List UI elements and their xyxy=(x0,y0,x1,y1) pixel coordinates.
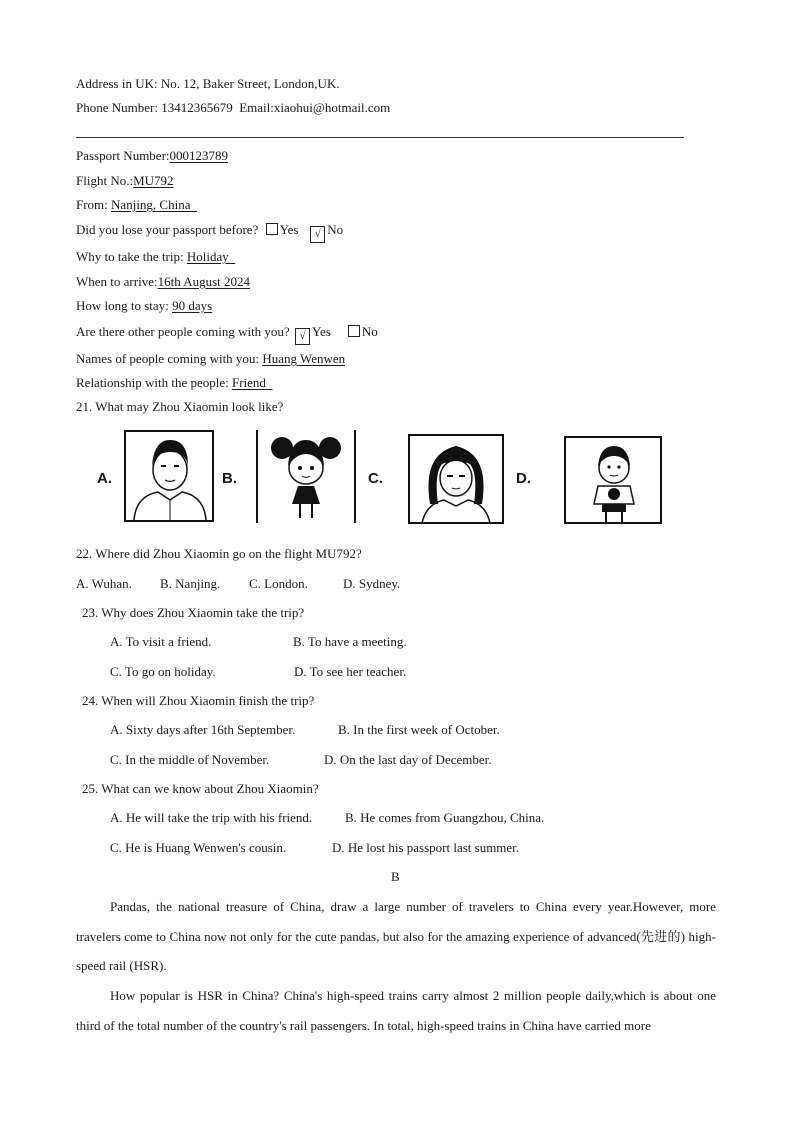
question-24: 24. When will Zhou Xiaomin finish the trip? xyxy=(82,693,315,708)
option-b-picture-girl xyxy=(256,428,356,524)
q23-option-a[interactable]: A. To visit a friend. xyxy=(110,634,212,649)
flight-field: Flight No.:MU792 xyxy=(76,173,174,188)
passage-paragraph-1: Pandas, the national treasure of China, draw a large number of travelers to China every year.However, more travelers come to China now not only for the cute pandas, but also for the amazing experience of advanced(先进的) high-speed rail (HSR). xyxy=(76,899,716,973)
q23-option-d[interactable]: D. To see her teacher. xyxy=(294,664,407,679)
q22-option-a[interactable]: A. Wuhan. xyxy=(76,576,132,591)
q24-option-c[interactable]: C. In the middle of November. xyxy=(110,752,270,767)
q22-option-b[interactable]: B. Nanjing. xyxy=(160,576,221,591)
question-25: 25. What can we know about Zhou Xiaomin? xyxy=(82,781,319,796)
option-c-picture-girl xyxy=(408,434,504,524)
address-line: Address in UK: No. 12, Baker Street, London,UK. xyxy=(76,76,340,91)
passport-field: Passport Number:000123789 xyxy=(76,148,229,163)
arrive-field: When to arrive:16th August 2024 xyxy=(76,274,251,289)
stay-field: How long to stay: 90 days xyxy=(76,298,213,313)
q22-option-d[interactable]: D. Sydney. xyxy=(343,576,401,591)
contact-line: Phone Number: 13412365679 Email:xiaohui@hotmail.com xyxy=(76,100,391,115)
question-22: 22. Where did Zhou Xiaomin go on the flight MU792? xyxy=(76,546,362,561)
divider xyxy=(76,137,684,138)
q24-option-d[interactable]: D. On the last day of December. xyxy=(324,752,492,767)
names-field: Names of people coming with you: Huang Wenwen xyxy=(76,351,346,366)
section-heading: B xyxy=(391,869,400,884)
option-d-label: D. xyxy=(516,470,531,487)
why-field: Why to take the trip: Holiday xyxy=(76,249,229,264)
relation-field: Relationship with the people: Friend xyxy=(76,375,266,390)
lost-no-checkbox[interactable]: √ xyxy=(310,226,325,243)
question-21: 21. What may Zhou Xiaomin look like? xyxy=(76,399,284,414)
q25-option-b[interactable]: B. He comes from Guangzhou, China. xyxy=(345,810,545,825)
q25-option-d[interactable]: D. He lost his passport last summer. xyxy=(332,840,520,855)
q24-option-a[interactable]: A. Sixty days after 16th September. xyxy=(110,722,296,737)
question-23: 23. Why does Zhou Xiaomin take the trip? xyxy=(82,605,305,620)
option-d-picture-boy xyxy=(564,436,662,524)
option-b-label: B. xyxy=(222,470,237,487)
from-field: From: Nanjing, China xyxy=(76,197,191,212)
option-a-label: A. xyxy=(97,470,112,487)
option-a-picture-boy xyxy=(124,430,214,522)
q23-option-b[interactable]: B. To have a meeting. xyxy=(293,634,407,649)
others-no-checkbox[interactable] xyxy=(348,325,360,337)
passage-paragraph-2: How popular is HSR in China? China's high-speed trains carry almost 2 million people daily,which is about one third of the total number of the country's rail passengers. In total, high-speed trains in China have carried more xyxy=(76,988,716,1033)
option-c-label: C. xyxy=(368,470,383,487)
others-yes-checkbox[interactable]: √ xyxy=(295,328,310,345)
q24-option-b[interactable]: B. In the first week of October. xyxy=(338,722,500,737)
lost-yes-checkbox[interactable] xyxy=(266,223,278,235)
q25-option-a[interactable]: A. He will take the trip with his friend. xyxy=(110,810,313,825)
q25-option-c[interactable]: C. He is Huang Wenwen's cousin. xyxy=(110,840,287,855)
lost-passport-field: Did you lose your passport before? Yes √ No xyxy=(76,222,343,243)
q23-option-c[interactable]: C. To go on holiday. xyxy=(110,664,216,679)
others-field: Are there other people coming with you? √ Yes No xyxy=(76,324,378,345)
q22-option-c[interactable]: C. London. xyxy=(249,576,308,591)
